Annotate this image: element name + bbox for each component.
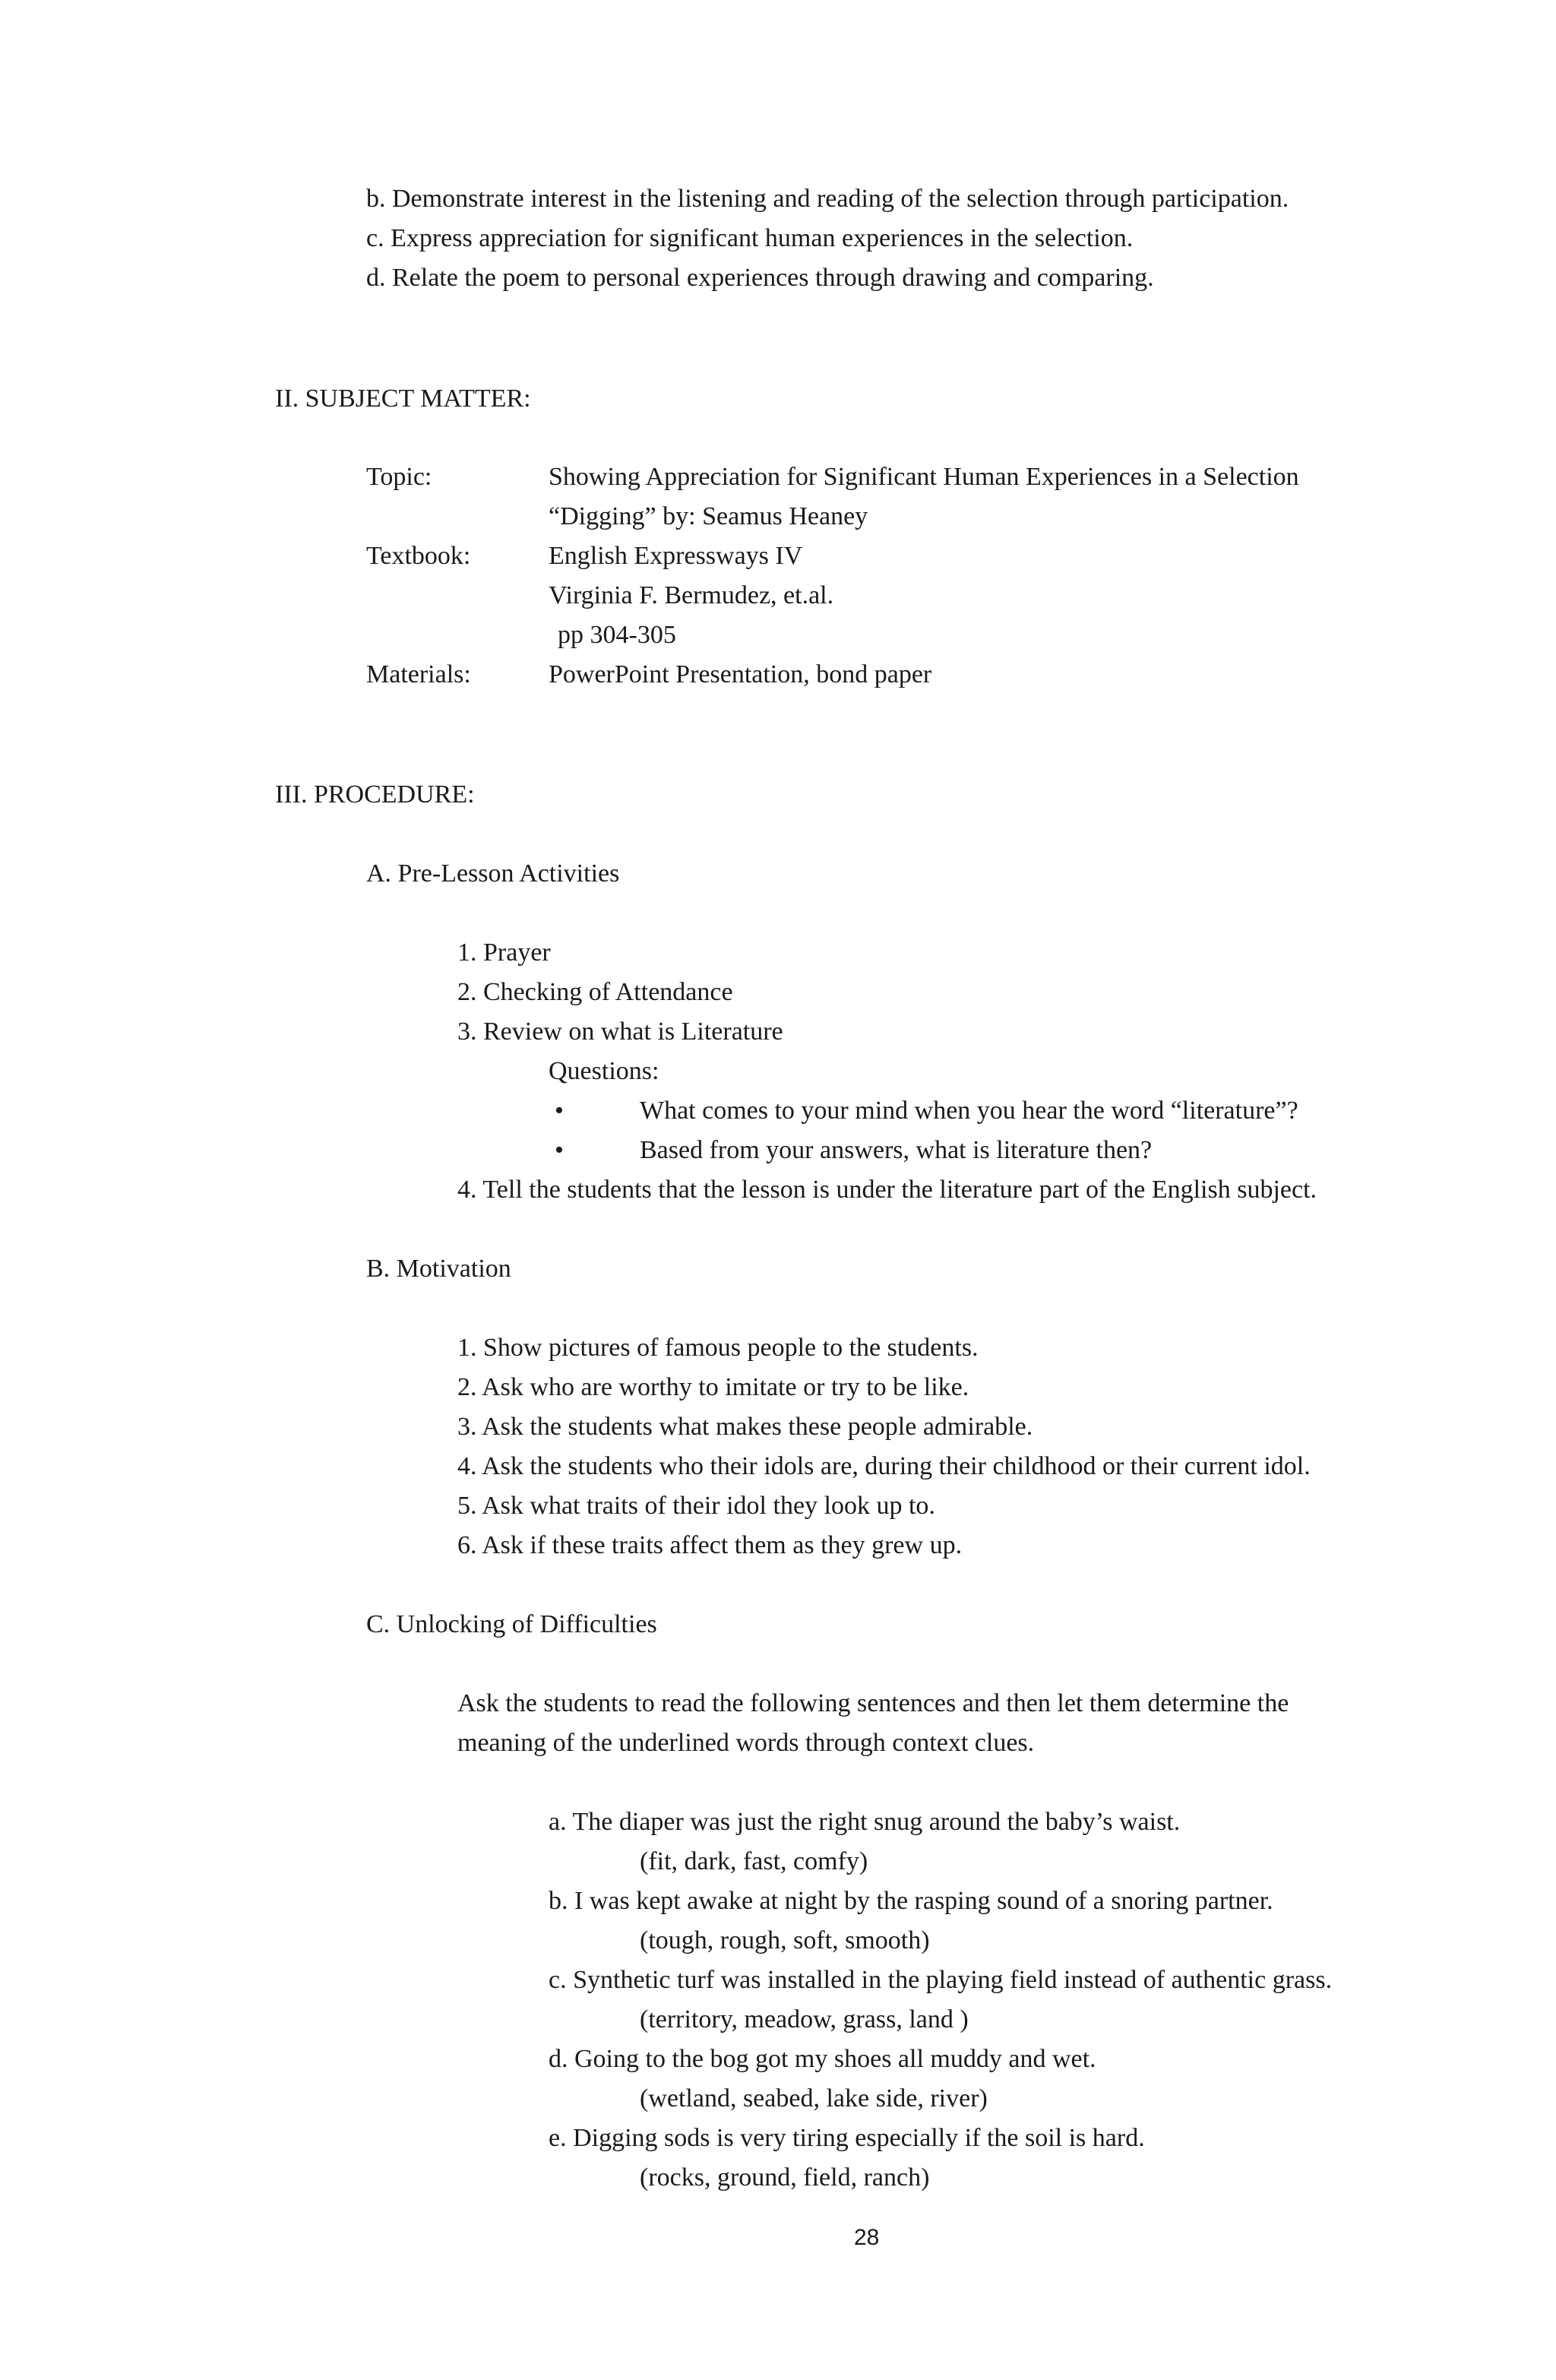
pre-lesson-item: 1. Prayer (457, 938, 551, 967)
vocab-choices: (tough, rough, soft, smooth) (640, 1926, 930, 1954)
textbook-label: Textbook: (366, 542, 471, 570)
question-item: What comes to your mind when you hear the word “literature”? (640, 1097, 1298, 1125)
motivation-item: 6. Ask if these traits affect them as they grew up. (457, 1531, 963, 1559)
motivation-item: 5. Ask what traits of their idol they look up to. (457, 1492, 935, 1520)
objective-c: c. Express appreciation for significant human experiences in the selection. (366, 224, 1134, 252)
bullet: • (555, 1097, 564, 1125)
objective-b: b. Demonstrate interest in the listening and reading of the selection through participation. (366, 185, 1289, 213)
unlocking-heading: C. Unlocking of Difficulties (366, 1610, 657, 1638)
page-number: 28 (854, 2225, 880, 2250)
bullet: • (555, 1136, 564, 1164)
vocab-sentence: d. Going to the bog got my shoes all muddy and wet. (549, 2045, 1096, 2073)
motivation-item: 3. Ask the students what makes these people admirable. (457, 1413, 1033, 1441)
unlocking-intro-line1: Ask the students to read the following sentences and then let them determine the (457, 1689, 1289, 1717)
pre-lesson-item: 2. Checking of Attendance (457, 978, 733, 1006)
motivation-item: 2. Ask who are worthy to imitate or try to be like. (457, 1373, 969, 1401)
vocab-choices: (wetland, seabed, lake side, river) (640, 2084, 988, 2113)
vocab-sentence: c. Synthetic turf was installed in the playing field instead of authentic grass. (549, 1966, 1333, 1994)
pre-lesson-item: 3. Review on what is Literature (457, 1018, 783, 1046)
pre-lesson-heading: A. Pre-Lesson Activities (366, 859, 620, 888)
motivation-heading: B. Motivation (366, 1255, 511, 1283)
topic-value-line1: Showing Appreciation for Significant Human Experiences in a Selection (549, 463, 1299, 491)
topic-value-line2: “Digging” by: Seamus Heaney (549, 502, 868, 530)
objective-d: d. Relate the poem to personal experiences through drawing and comparing. (366, 264, 1154, 292)
textbook-value-line2: Virginia F. Bermudez, et.al. (549, 581, 834, 609)
vocab-choices: (fit, dark, fast, comfy) (640, 1847, 868, 1875)
materials-value: PowerPoint Presentation, bond paper (549, 660, 932, 688)
procedure-heading: III. PROCEDURE: (275, 780, 475, 809)
vocab-sentence: a. The diaper was just the right snug around the baby’s waist. (549, 1808, 1181, 1836)
vocab-choices: (rocks, ground, field, ranch) (640, 2163, 930, 2192)
subject-matter-heading: II. SUBJECT MATTER: (275, 385, 531, 413)
topic-label: Topic: (366, 463, 432, 491)
motivation-item: 4. Ask the students who their idols are, during their childhood or their current idol. (457, 1452, 1311, 1480)
questions-label: Questions: (549, 1057, 659, 1085)
textbook-value-line3: pp 304-305 (558, 621, 676, 649)
materials-label: Materials: (366, 660, 471, 688)
unlocking-intro-line2: meaning of the underlined words through context clues. (457, 1729, 1035, 1757)
question-item: Based from your answers, what is literature then? (640, 1136, 1153, 1164)
vocab-sentence: b. I was kept awake at night by the rasping sound of a snoring partner. (549, 1887, 1273, 1915)
textbook-value-line1: English Expressways IV (549, 542, 803, 570)
pre-lesson-item: 4. Tell the students that the lesson is under the literature part of the English subject. (457, 1176, 1317, 1204)
motivation-item: 1. Show pictures of famous people to the students. (457, 1334, 979, 1362)
vocab-choices: (territory, meadow, grass, land ) (640, 2005, 969, 2033)
vocab-sentence: e. Digging sods is very tiring especially if the soil is hard. (549, 2124, 1145, 2152)
